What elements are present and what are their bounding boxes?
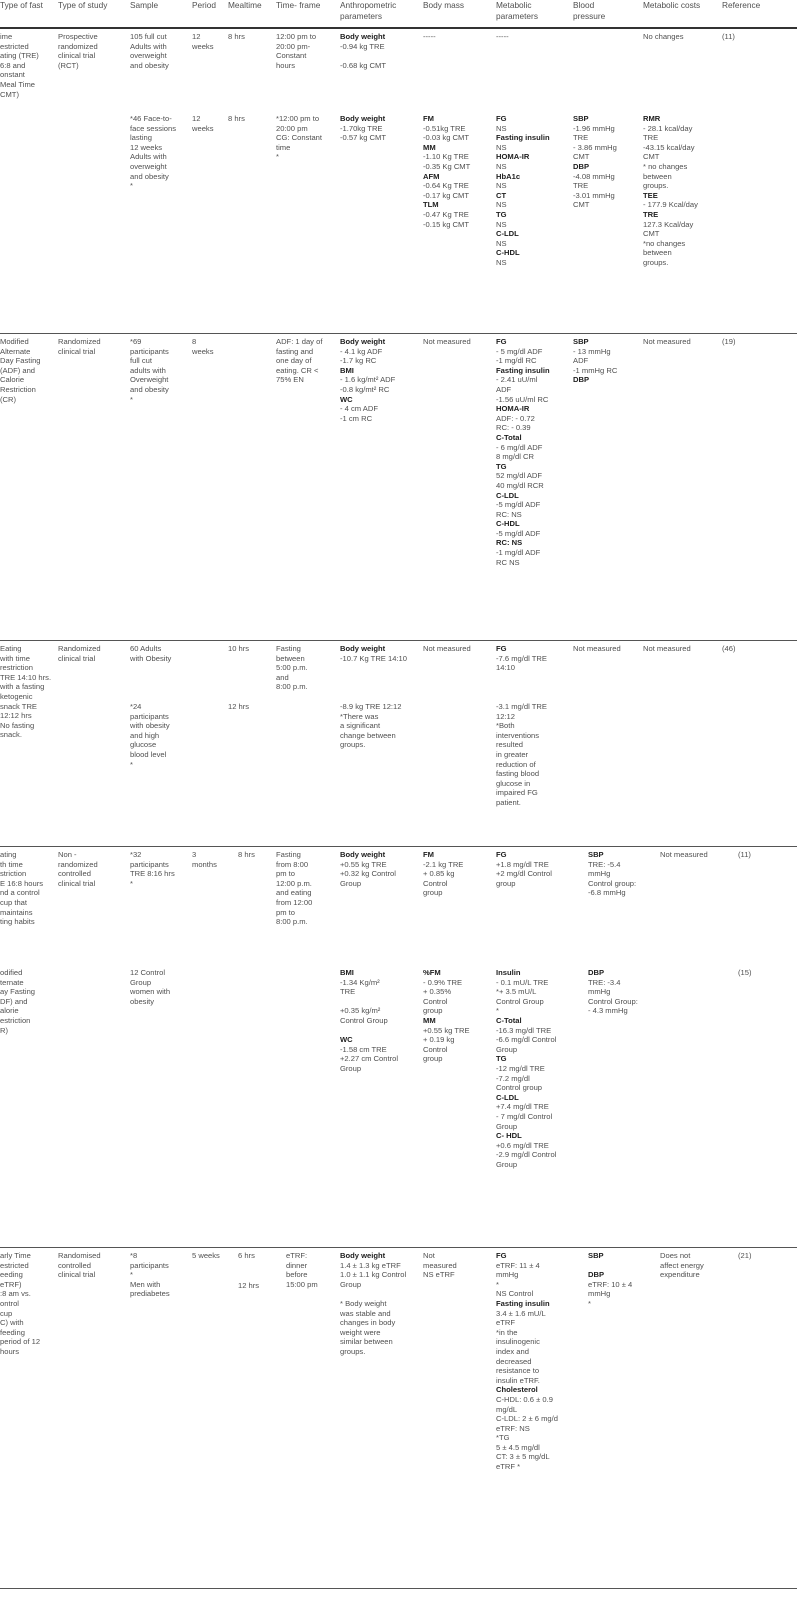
- param-value: -1 mg/dl ADF RC NS: [496, 548, 541, 567]
- param-value: - 28.1 kcal/day TRE -43.15 kcal/day CMT * no changes between groups.: [643, 123, 695, 191]
- param-value: -1.70kg TRE -0.57 kg CMT: [340, 123, 386, 143]
- param-title: DBP: [588, 968, 605, 977]
- param-title: C-LDL: [496, 1092, 519, 1102]
- cell-time-frame: ADF: 1 day of fasting and one day of eating. CR < 75% EN: [276, 337, 323, 385]
- cell-blood-pressure: [588, 850, 636, 898]
- cell-metabolic: -3.1 mg/dl TRE 12:12 *Both interventions resulted in greater reduction of fasting blood glucose in impaired FG patient.: [496, 702, 547, 807]
- cell-reference: (15): [738, 968, 752, 977]
- param-value: NS: [496, 142, 507, 152]
- cell-reference: (46): [722, 644, 736, 653]
- param-title: FG: [496, 1251, 507, 1260]
- param-value: 3.4 ± 1.6 mU/L eTRF *in the insulinogenic index and decreased resistance to insulin eTRF.: [496, 1308, 546, 1385]
- param-title: TG: [496, 209, 507, 219]
- header-reference: Reference: [722, 0, 761, 10]
- row-divider: [0, 846, 797, 847]
- param-value: -0.51kg TRE -0.03 kg CMT: [423, 123, 469, 143]
- cell-anthropometric: [340, 850, 396, 888]
- param-value: NS: [496, 123, 507, 133]
- param-title: DBP: [573, 375, 590, 385]
- cell-type-of-fast: arly Time estricted eeding eTRF) :8 am vs. ontrol cup C) with feeding period of 12 hours: [0, 1251, 41, 1356]
- param-title: TG: [496, 461, 507, 471]
- param-value: - 6 mg/dl ADF 8 mg/dl CR: [496, 442, 543, 462]
- param-value: * Body weight was stable and changes in body weight were similar between groups.: [340, 1298, 396, 1356]
- param-value: -0.94 kg TRE -0.68 kg CMT: [340, 41, 386, 70]
- table-bottom-rule: [0, 1588, 797, 1589]
- param-value: -1.96 mmHg TRE - 3.86 mmHg CMT: [573, 123, 617, 162]
- cell-type-of-fast: odified ternate ay Fasting DF) and alorie estriction R): [0, 968, 36, 1035]
- param-value: NS: [496, 181, 507, 191]
- cell-type-of-study: Randomized clinical trial: [58, 644, 101, 663]
- param-title: C-HDL: [496, 248, 520, 258]
- param-title: MM: [423, 1015, 436, 1025]
- cell-reference: (11): [722, 32, 735, 41]
- cell-metabolic: [496, 644, 547, 673]
- param-title: SBP: [588, 1251, 604, 1260]
- cell-metabolic: [496, 1251, 558, 1472]
- param-title: DBP: [588, 1270, 605, 1280]
- param-value: NS: [496, 238, 507, 248]
- cell-metabolic-costs: Does not affect energy expenditure: [660, 1251, 704, 1280]
- param-value: - 2.41 uU/ml ADF -1.56 uU/ml RC: [496, 375, 549, 404]
- cell-anthropometric: -8.9 kg TRE 12:12 *There was a significant change between groups.: [340, 702, 402, 750]
- cell-mealtime: 8 hrs: [228, 32, 245, 41]
- cell-type-of-study: Randomized clinical trial: [58, 337, 101, 356]
- param-value: C-HDL: 0.6 ± 0.9 mg/dL C-LDL: 2 ± 6 mg/d eTRF: NS *TG 5 ± 4.5 mg/dl CT: 3 ± 5 mg/dL eTRF *: [496, 1394, 558, 1472]
- param-title: C- HDL: [496, 1131, 522, 1141]
- header-metabolic-parameters: Metabolic parameters: [496, 0, 538, 21]
- param-value: -5 mg/dl ADF: [496, 528, 541, 538]
- cell-body-mass: Not measured NS eTRF: [423, 1251, 457, 1280]
- cell-period: 12 weeks: [192, 32, 214, 51]
- cell-type-of-fast: Modified Alternate Day Fasting (ADF) and Calorie Restriction (CR): [0, 337, 41, 404]
- param-value: - 0.9% TRE + 0.35% Control group: [423, 977, 463, 1016]
- param-value: TRE: -5.4 mmHg Control group: -6.8 mmHg: [588, 859, 637, 898]
- cell-metabolic-costs: Not measured: [643, 337, 691, 346]
- param-value: - 0.1 mU/L TRE *+ 3.5 mU/L Control Group *: [496, 977, 549, 1016]
- cell-sample: *46 Face-to- face sessions lasting 12 weeks Adults with overweight and obesity *: [130, 114, 177, 191]
- param-value: - 1.6 kg/mt² ADF -0.8 kg/mt² RC: [340, 375, 396, 394]
- param-value: - 5 mg/dl ADF -1 mg/dl RC: [496, 346, 543, 366]
- cell-body-mass: [423, 968, 470, 1064]
- header-type-of-fast: Type of fast: [0, 0, 43, 10]
- cell-mealtime: 6 hrs: [238, 1251, 255, 1260]
- param-title: Cholesterol: [496, 1385, 538, 1395]
- param-value: eTRF: 10 ± 4 mmHg *: [588, 1279, 633, 1308]
- param-value: NS: [496, 219, 507, 229]
- header-sample: Sample: [130, 0, 159, 10]
- param-title: MM: [423, 142, 436, 152]
- param-value: - 4 cm ADF -1 cm RC: [340, 404, 378, 423]
- cell-blood-pressure: [573, 114, 617, 210]
- cell-sample: *8 participants * Men with prediabetes: [130, 1251, 170, 1299]
- cell-metabolic: -----: [496, 32, 509, 41]
- cell-metabolic: [496, 114, 550, 268]
- param-title: TG: [496, 1054, 507, 1064]
- cell-mealtime: 12 hrs: [238, 1281, 260, 1290]
- param-value: - 13 mmHg ADF -1 mmHg RC: [573, 346, 618, 375]
- param-title: FM: [423, 850, 434, 859]
- cell-metabolic: [496, 850, 552, 888]
- cell-anthropometric: [340, 1251, 406, 1357]
- param-title: SBP: [573, 114, 589, 123]
- cell-body-mass: Not measured: [423, 644, 471, 653]
- param-value: TRE: -3.4 mmHg Control Group: - 4.3 mmHg: [588, 977, 638, 1016]
- param-value: -0.64 Kg TRE -0.17 kg CMT: [423, 181, 469, 200]
- cell-metabolic-costs: No changes: [643, 32, 684, 41]
- param-title: SBP: [573, 337, 589, 346]
- cell-blood-pressure: [573, 337, 617, 385]
- param-title: RC: NS: [496, 538, 523, 548]
- param-title: Body weight: [340, 114, 386, 123]
- param-value: 52 mg/dl ADF 40 mg/dl RCR: [496, 471, 544, 490]
- param-title: HbA1c: [496, 171, 521, 181]
- cell-time-frame: Fasting between 5:00 p.m. and 8:00 p.m.: [276, 644, 308, 692]
- param-title: AFM: [423, 171, 440, 181]
- param-value: -5 mg/dl ADF RC: NS: [496, 500, 541, 519]
- cell-type-of-study: Randomised controlled clinical trial: [58, 1251, 101, 1280]
- cell-time-frame: eTRF: dinner before 15:00 pm: [286, 1251, 318, 1289]
- cell-sample: *24 participants with obesity and high glucose blood level *: [130, 702, 170, 769]
- cell-body-mass: -----: [423, 32, 436, 41]
- cell-reference: (21): [738, 1251, 752, 1260]
- cell-metabolic-costs: Not measured: [643, 644, 691, 653]
- cell-body-mass: Not measured: [423, 337, 471, 346]
- param-title: C-LDL: [496, 229, 519, 239]
- cell-sample: 12 Control Group women with obesity: [130, 968, 171, 1006]
- param-title: FG: [496, 114, 507, 123]
- param-title: C-HDL: [496, 519, 520, 529]
- cell-body-mass: [423, 114, 470, 229]
- row-divider: [0, 640, 797, 641]
- cell-period: 5 weeks: [192, 1251, 220, 1260]
- cell-body-mass: [423, 850, 463, 898]
- cell-anthropometric: [340, 337, 395, 423]
- param-title: Fasting insulin: [496, 365, 550, 375]
- param-title: RMR: [643, 114, 661, 123]
- cell-period: 12 weeks: [192, 114, 214, 133]
- param-value: eTRF: 11 ± 4 mmHg * NS Control: [496, 1260, 540, 1299]
- param-title: Insulin: [496, 968, 521, 977]
- param-value: NS: [496, 161, 507, 171]
- header-body-mass: Body mass: [423, 0, 465, 10]
- cell-type-of-study: Prospective randomized clinical trial (RCT): [58, 32, 98, 70]
- param-value: -7.6 mg/dl TRE 14:10: [496, 653, 547, 673]
- cell-sample: *32 participants TRE 8:16 hrs *: [130, 850, 175, 888]
- param-value: -1.10 Kg TRE -0.35 Kg CMT: [423, 152, 471, 171]
- header-blood-pressure: Blood pressure: [573, 0, 606, 21]
- param-title: FG: [496, 337, 507, 346]
- param-title: FG: [496, 644, 507, 653]
- cell-sample: 105 full cut Adults with overweight and obesity: [130, 32, 169, 70]
- cell-blood-pressure: [588, 968, 638, 1016]
- cell-reference: (11): [738, 850, 751, 859]
- cell-type-of-study: Non - randomized controlled clinical trial: [58, 850, 98, 888]
- param-title: Body weight: [340, 850, 386, 859]
- param-value: - 4.1 kg ADF -1.7 kg RC: [340, 346, 383, 366]
- param-value: NS: [496, 200, 507, 210]
- param-value: ADF: - 0.72 RC: - 0.39: [496, 413, 535, 433]
- cell-anthropometric: [340, 968, 398, 1074]
- param-title: HOMA-IR: [496, 152, 530, 162]
- param-title: Body weight: [340, 337, 386, 346]
- param-value: - 177.9 Kcal/day: [643, 200, 698, 210]
- param-title: Body weight: [340, 644, 386, 653]
- cell-period: 3 months: [192, 850, 217, 869]
- header-period: Period: [192, 0, 216, 10]
- param-value: -10.7 Kg TRE 14:10: [340, 653, 407, 663]
- param-value: +0.55 kg TRE +0.32 kg Control Group: [340, 859, 396, 888]
- header-type-of-study: Type of study: [58, 0, 108, 10]
- param-title: CT: [496, 190, 507, 200]
- param-value: NS: [496, 257, 507, 267]
- param-value: -1.34 Kg/m² TRE +0.35 kg/m² Control Group: [340, 977, 388, 1025]
- param-title: TLM: [423, 200, 439, 210]
- cell-time-frame: *12:00 pm to 20:00 pm CG: Constant time *: [276, 114, 323, 162]
- cell-metabolic-costs: [643, 114, 698, 268]
- param-title: Body weight: [340, 32, 386, 41]
- param-value: -12 mg/dl TRE -7.2 mg/dl Control group: [496, 1063, 545, 1093]
- param-title: FG: [496, 850, 507, 859]
- cell-time-frame: 12:00 pm to 20:00 pm- Constant hours: [276, 32, 317, 70]
- param-value: -16.3 mg/dl TRE -6.6 mg/dl Control Group: [496, 1025, 557, 1054]
- cell-blood-pressure: Not measured: [573, 644, 621, 653]
- param-value: +0.55 kg TRE + 0.19 kg Control group: [423, 1025, 470, 1064]
- header-mealtime: Mealtime: [228, 0, 262, 10]
- cell-reference: (19): [722, 337, 736, 346]
- param-title: HOMA-IR: [496, 404, 530, 414]
- param-title: C-LDL: [496, 490, 519, 500]
- cell-type-of-fast: ating th time striction E 16:8 hours nd a control cup that maintains ting habits: [0, 850, 44, 927]
- param-value: +1.8 mg/dl TRE +2 mg/dl Control group: [496, 859, 552, 888]
- param-value: -2.1 kg TRE + 0.85 kg Control group: [423, 859, 464, 898]
- cell-metabolic: [496, 337, 550, 567]
- param-value: -4.08 mmHg TRE -3.01 mmHg CMT: [573, 171, 615, 210]
- param-title: SBP: [588, 850, 604, 859]
- cell-type-of-fast: ime estricted ating (TRE) 6:8 and onstant Meal Time CMT): [0, 32, 39, 99]
- param-title: Fasting insulin: [496, 1298, 550, 1308]
- param-title: BMI: [340, 968, 354, 977]
- cell-metabolic-costs: Not measured: [660, 850, 708, 859]
- param-value: 127.3 Kcal/day CMT *no changes between groups.: [643, 219, 694, 267]
- param-title: TRE: [643, 209, 659, 219]
- header-anthropometric: Anthropometric parameters: [340, 0, 397, 21]
- cell-time-frame: Fasting from 8:00 pm to 12:00 p.m. and eating from 12:00 pm to 8:00 p.m.: [276, 850, 313, 927]
- cell-mealtime: 12 hrs: [228, 702, 250, 711]
- param-title: WC: [340, 1035, 353, 1045]
- param-title: TEE: [643, 190, 658, 200]
- cell-mealtime: 10 hrs: [228, 644, 250, 653]
- param-title: Body weight: [340, 1251, 386, 1260]
- header-time-frame: Time- frame: [276, 0, 321, 10]
- cell-type-of-fast: Eating with time restriction TRE 14:10 hrs. with a fasting ketogenic snack TRE 12:12 hrs No fasting snack.: [0, 644, 52, 740]
- cell-mealtime: 8 hrs: [238, 850, 255, 859]
- cell-sample: *69 participants full cut adults with Overweight and obesity *: [130, 337, 169, 404]
- param-title: WC: [340, 394, 353, 404]
- cell-sample: 60 Adults with Obesity: [130, 644, 172, 663]
- cell-period: 8 weeks: [192, 337, 214, 356]
- param-value: -1.58 cm TRE +2.27 cm Control Group: [340, 1044, 399, 1073]
- cell-anthropometric: [340, 114, 386, 143]
- param-title: Fasting insulin: [496, 133, 550, 143]
- cell-metabolic: [496, 968, 556, 1169]
- param-value: +7.4 mg/dl TRE - 7 mg/dl Control Group: [496, 1102, 553, 1131]
- cell-anthropometric: [340, 32, 386, 70]
- header-rule: [0, 27, 797, 29]
- header-metabolic-costs: Metabolic costs: [643, 0, 701, 10]
- cell-blood-pressure: [588, 1251, 632, 1309]
- param-title: %FM: [423, 968, 441, 977]
- param-value: +0.6 mg/dl TRE -2.9 mg/dl Control Group: [496, 1140, 557, 1169]
- cell-anthropometric: [340, 644, 407, 663]
- param-title: DBP: [573, 161, 590, 171]
- param-value: 1.4 ± 1.3 kg eTRF 1.0 ± 1.1 kg Control Group: [340, 1260, 407, 1289]
- param-title: FM: [423, 114, 434, 123]
- row-divider: [0, 333, 797, 334]
- cell-mealtime: 8 hrs: [228, 114, 245, 123]
- param-title: C-Total: [496, 432, 522, 442]
- row-divider: [0, 1247, 797, 1248]
- param-value: -0.47 Kg TRE -0.15 kg CMT: [423, 209, 469, 229]
- param-title: C-Total: [496, 1015, 522, 1025]
- param-title: BMI: [340, 365, 354, 375]
